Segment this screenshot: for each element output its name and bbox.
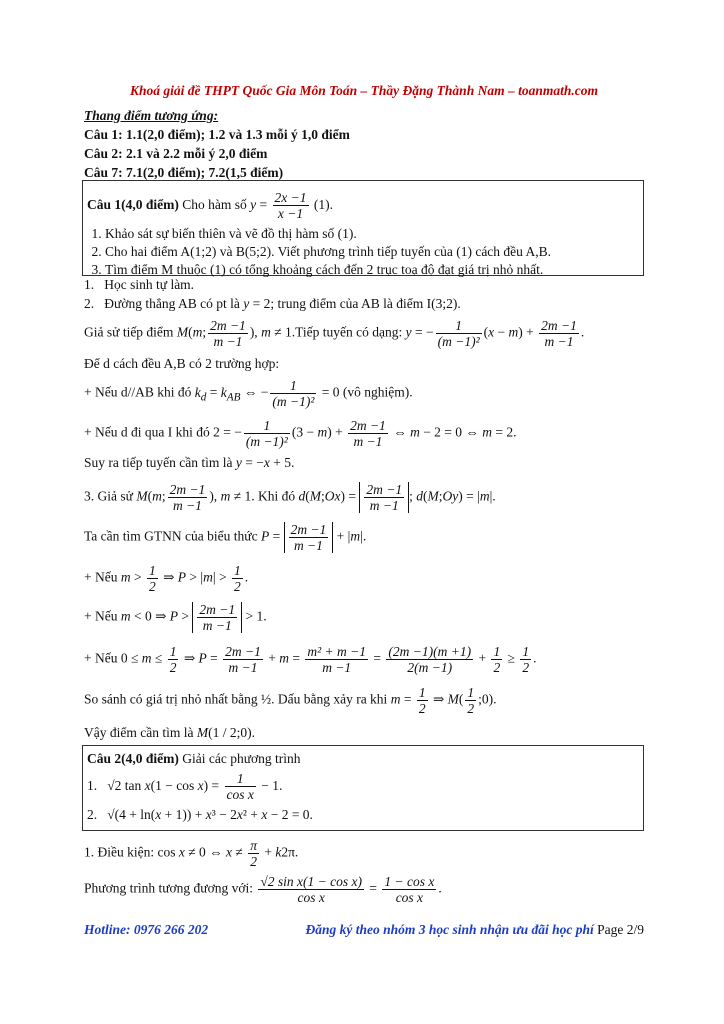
q2-eq-2: 2. √(4 + ln(x + 1)) + x³ − 2x² + x − 2 = 0. [87,807,313,822]
scoring-line-3: Câu 7: 7.1(2,0 điểm); 7.2(1,5 điểm) [84,165,284,180]
sol1-if2: + Nếu m < 0 ⇒ P > $\frac{2m -1}{m -1}$ > 1. [84,602,267,633]
sol1-result: Suy ra tiếp tuyến cần tìm là y = −x + 5. [84,455,295,470]
q1-function: $\frac{2x -1}{x -1}$ [274,190,307,222]
scoring-line-1: Câu 1: 1.1(2,0 điểm); 1.2 và 1.3 mỗi ý 1,0 điểm [84,127,350,142]
sol1-step1: 1. Học sinh tự làm. [84,277,195,292]
question-1-box: Câu 1(4,0 điểm) Cho hàm số y = $\frac{2x -1}{x -1}$ (1). 1. Khảo sát sự biến thiên và vẽ đồ thị hàm số (1). 2. Cho hai điểm A(1;2) và B(5;2). Viết phương trình tiếp tuyến của (1) cách đều A,B. 3. Tìm điểm M thuộc (1) có tổng khoảng cách đến 2 trục toạ độ đạt giá trị nhỏ nhất. [82,180,644,276]
footer-page-number: Page 2/9 [597,922,644,937]
scoring-title: Thang điểm tương ứng: [84,108,219,123]
q1-item-3: 3. Tìm điểm M thuộc (1) có tổng khoảng cách đến 2 trục toạ độ đạt giá trị nhỏ nhất. [105,261,638,279]
footer-promo: Đăng ký theo nhóm 3 học sinh nhận ưu đãi học phí [305,922,594,937]
q2-heading: Câu 2(4,0 điểm) [87,751,179,766]
scoring-block [84,106,644,182]
sol1-step3: 3. Giả sử M(m; $\frac{2m -1}{m -1}$ ), m ≠ 1. Khi đó d(M;Ox) = $\frac{2m -1}{m -1}$ ; d(M;Oy) = |m|. [84,482,496,513]
question-2-box [82,745,644,831]
q1-heading: Câu 1(4,0 điểm) [87,197,179,212]
sol2-condition: 1. Điều kiện: cos x ≠ 0 ⇔ x ≠ $\frac{\pi}{2}$ + k2π. [84,838,299,869]
q1-item-1: 1. Khảo sát sự biến thiên và vẽ đồ thị hàm số (1). [105,225,638,243]
q1-intro: Cho hàm số [182,197,247,212]
footer-hotline[interactable]: Hotline: 0976 266 202 [84,922,209,937]
sol1-step2: 2. Đường thẳng AB có pt là y = 2; trung điểm của AB là điểm I(3;2). [84,296,461,311]
sol1-cases-intro: Để d cách đều A,B có 2 trường hợp: [84,356,280,371]
sol1-compare: So sánh có giá trị nhỏ nhất bằng ½. Dấu bằng xảy ra khi m = $\frac{1}{2}$ ⇒ M( $\frac{1}{2}$ ;0). [84,685,497,716]
q2-intro: Giải các phương trình [182,751,301,766]
sol1-gtnn: Ta cần tìm GTNN của biểu thức P = $\frac{2m -1}{m -1}$ + |m|. [84,522,367,553]
sol1-if1: + Nếu m > $\frac{1}{2}$ ⇒ P > |m| > $\frac{1}{2}$ . [84,563,249,594]
q2-eq-1: 1. √2 tan x(1 − cos x) = $\frac{1}{\text{cos x}}$ − 1. [87,771,283,803]
scoring-line-2: Câu 2: 2.1 và 2.2 mỗi ý 2,0 điểm [84,146,268,161]
sol1-if3: + Nếu 0 ≤ m ≤ $\frac{1}{2}$ ⇒ P = $\frac{2m -1}{m -1}$ + m = $\frac{\text{m² + m −1}}{m -1}$ = $\frac{(2m -1)(m +1)}{2(m -1)}$ + $\frac{1}{2}$ ≥ $\frac{1}{2}$ . [84,644,537,675]
sol1-answer: Vậy điểm cần tìm là M(1 / 2;0). [84,725,255,740]
document-header: Khoá giải đề THPT Quốc Gia Môn Toán – Thầy Đặng Thành Nam – toanmath.com [130,83,598,98]
sol2-equiv: Phương trình tương đương với: $\frac{\text{√2 sin x(1 − cos x)}}{\text{cos x}}$ = $\frac{\text{1 − cos x}}{\text{cos x}}$ . [84,874,442,905]
q1-item-2: 2. Cho hai điểm A(1;2) và B(5;2). Viết phương trình tiếp tuyến của (1) cách đều A,B. [105,243,638,261]
q1-ref: (1). [313,197,333,212]
sol1-case1: + Nếu d//AB khi đó $k_d = k_{AB}$ ⇔ − $\frac{1}{\text{(m −1)²}}$ = 0 (vô nghiệm). [84,378,413,409]
sol1-case2: + Nếu d đi qua I khi đó 2 = − $\frac{1}{\text{(m −1)²}}$ (3 − m) + $\frac{2m -1}{m -1}$ ⇔ m − 2 = 0 ⇔ m = 2. [84,418,517,449]
sol1-tangent: Giả sử tiếp điểm M(m; $\frac{2m -1}{m -1}$ ), m ≠ 1.Tiếp tuyến có dạng: y = − $\frac{1}{\text{(m −1)²}}$ (x − m) + $\frac{2m -1}{m -1}$ . [84,318,585,349]
